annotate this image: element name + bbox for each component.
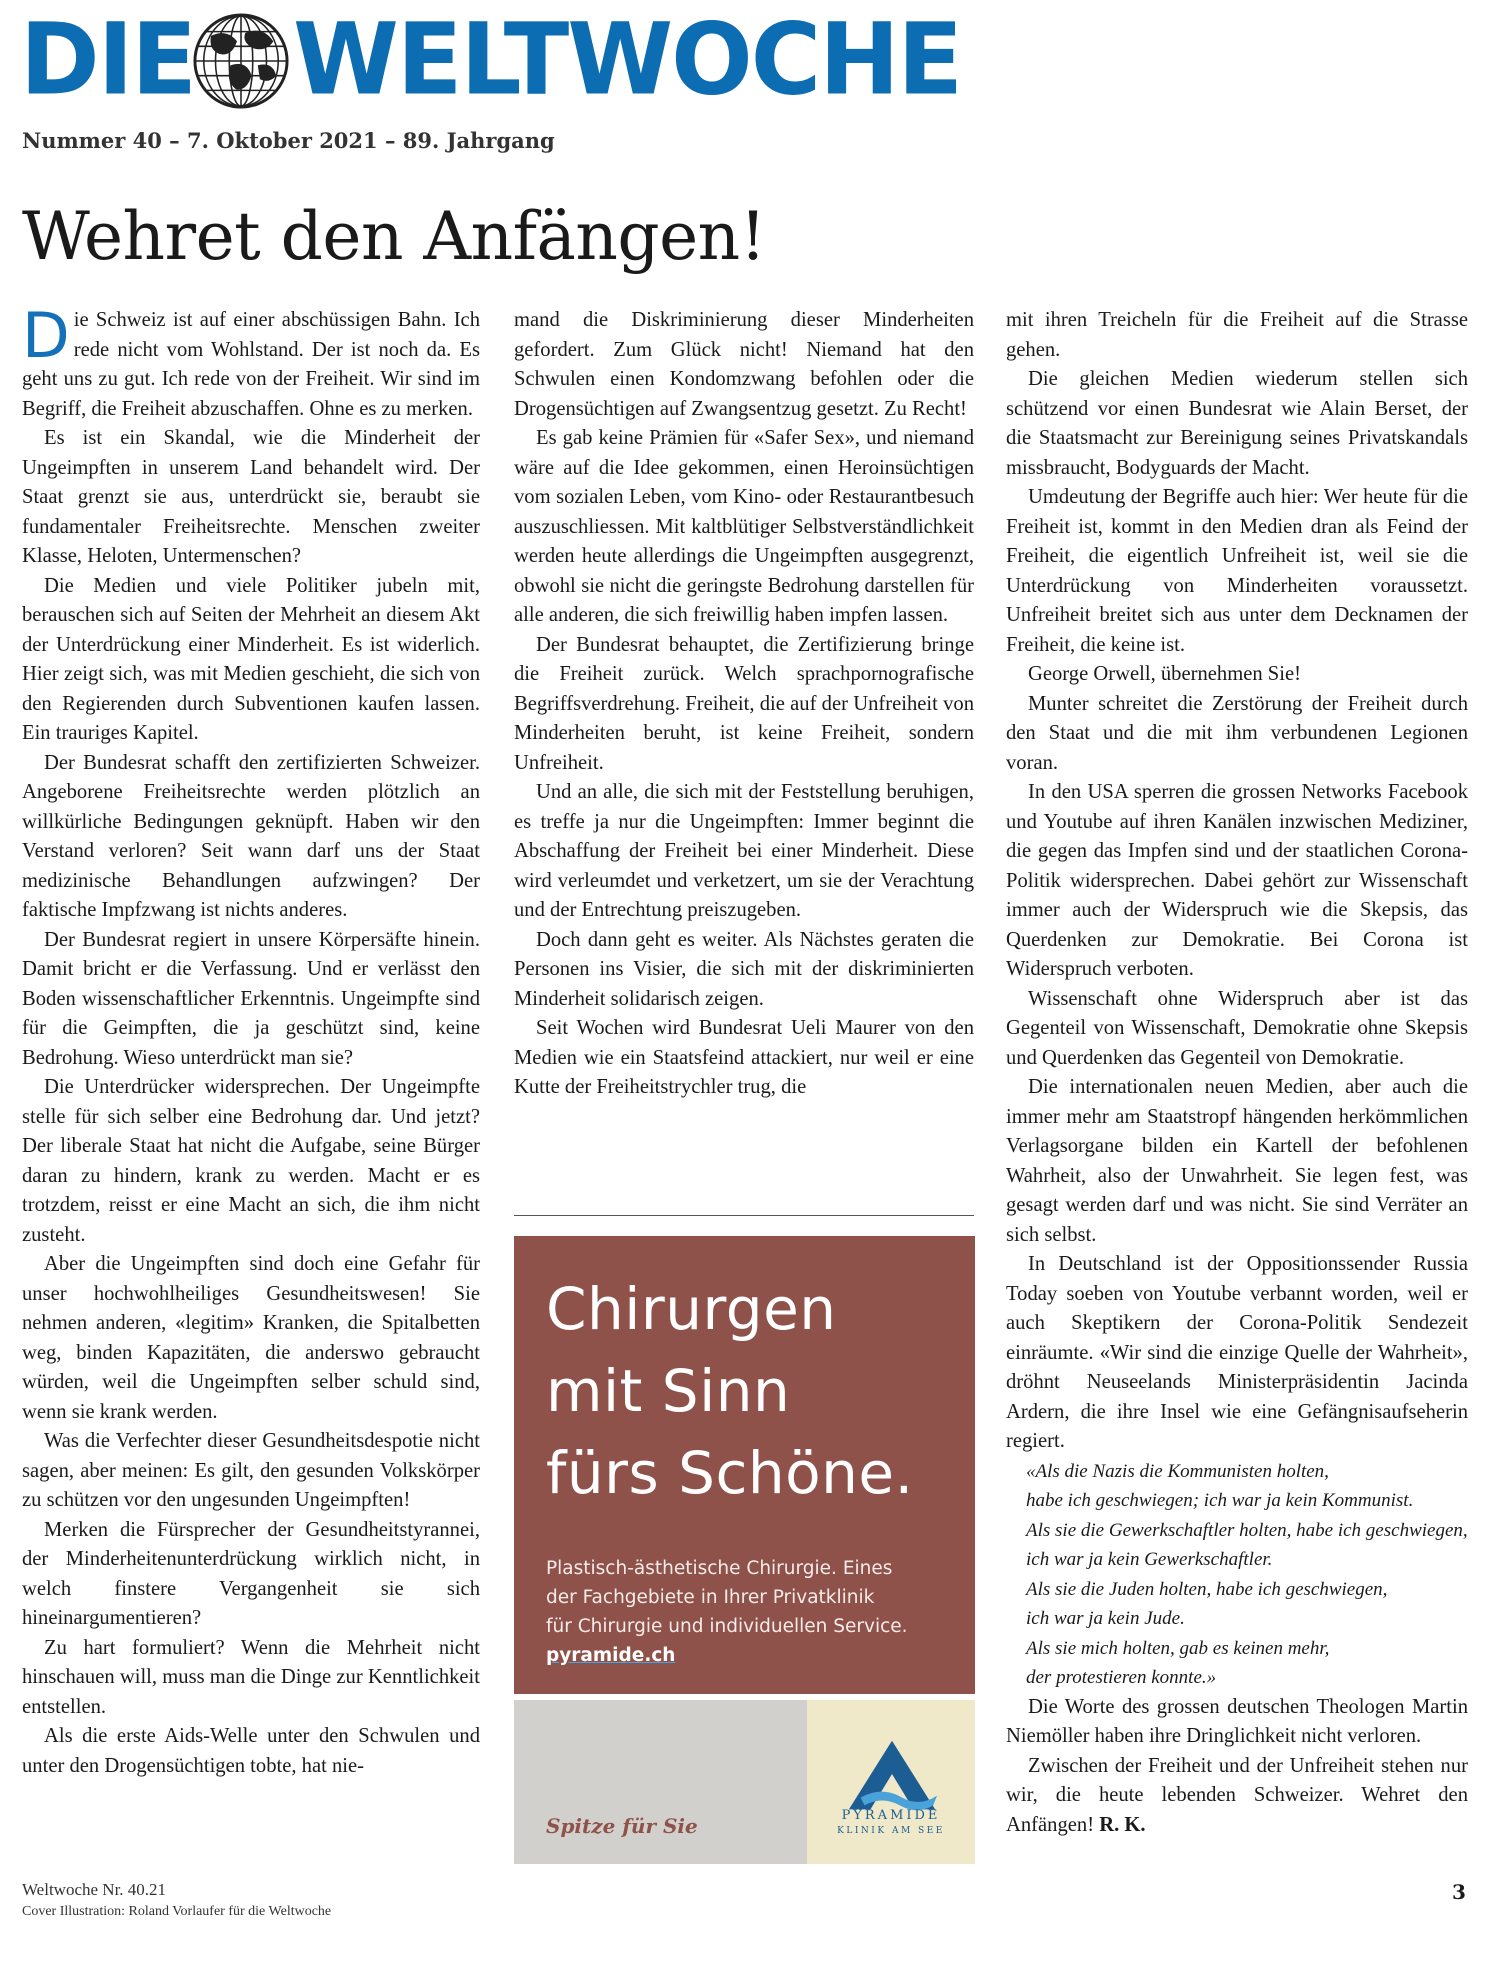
ad-body-line: Plastisch-ästhetische Chirurgie. Eines: [546, 1558, 893, 1579]
article-paragraph: Der Bundesrat behauptet, die Zertifizierung bringe die Freiheit zurück. Welch sprachpornografische Begriffsverdrehung. Freiheit, die auf der Unfreiheit von Minderheiten beruht, ist keine Freiheit, sondern Unfreiheit.: [514, 633, 974, 774]
headline: Wehret den Anfängen!: [22, 198, 766, 275]
article-paragraph: Umdeutung der Begriffe auch hier: Wer heute für die Freiheit ist, kommt in den Medien dran als Feind der Freiheit, die eigentlich Unfreiheit ist, weil sie die Unterdrückung von Minderheiten voraussetzt. Unfreiheit breitet sich aus unter dem Decknamen der Freiheit, die keine ist.: [1006, 486, 1468, 656]
article-paragraph: Die gleichen Medien wiederum stellen sich schützend vor einen Bundesrat wie Alain Berset, der die Staatsmacht zur Bereinigung seines Privatskandals missbraucht, Bodyguards der Macht.: [1006, 368, 1468, 479]
article-paragraph: Und an alle, die sich mit der Feststellung beruhigen, es treffe ja nur die Ungeimpften: Immer beginnt die Abschaffung der Freiheit bei einer Minderheit. Diese wird verleumdet und verketzert, um sie der Verachtung und der Entrechtung preiszugeben.: [514, 781, 974, 921]
column-divider: [514, 1215, 974, 1216]
dropcap: D: [22, 299, 70, 372]
article-paragraph: Was die Verfechter dieser Gesundheitsdespotie nicht sagen, aber meinen: Es gilt, den gesunden Volkskörper zu schützen vor den ungesunden Ungeimpften!: [22, 1430, 480, 1511]
masthead: [20, 2, 962, 118]
article-column-1: [22, 299, 480, 1781]
article-paragraph: Die Medien und viele Politiker jubeln mit, berauschen sich auf Seiten der Mehrheit an diesem Akt der Unterdrückung einer Minderheit. Es ist widerlich. Hier zeigt sich, was mit Medien geschieht, die sich von den Regierenden durch Subventionen kaufen lassen. Ein trauriges Kapitel.: [22, 574, 480, 744]
ad-headline-line: Chirurgen: [546, 1275, 837, 1343]
article-paragraph: Als die erste Aids-Welle unter den Schwulen und unter den Drogensüchtigen tobte, hat nie-: [22, 1725, 480, 1777]
ad-link[interactable]: pyramide.ch: [546, 1645, 676, 1666]
ad-slogan: Spitze für Sie: [546, 1814, 698, 1838]
article-paragraph: [22, 299, 480, 424]
quote-line: Als sie die Juden holten, habe ich geschwiegen,: [1026, 1578, 1388, 1600]
pyramid-logo-icon: [843, 1736, 941, 1816]
article-paragraph: Der Bundesrat regiert in unsere Körpersäfte hinein. Damit bricht er die Verfassung. Und er verlässt den Boden wissenschaftlicher Erkenntnis. Ungeimpfte sind für die Geimpften, die ja geschützt sind, keine Bedrohung. Wieso unterdrückt man sie?: [22, 928, 480, 1069]
ad-brand-name: PYRAMIDE: [841, 1808, 941, 1823]
ad-headline: [546, 1268, 914, 1514]
article-paragraph: Wissenschaft ohne Widerspruch aber ist das Gegenteil von Wissenschaft, Demokratie ohne Skepsis und Querdenken das Gegenteil von Demokratie.: [1006, 987, 1468, 1069]
article-paragraph: Seit Wochen wird Bundesrat Ueli Maurer von den Medien wie ein Staatsfeind attackiert, nur weil er eine Kutte der Freiheitstrychler trug, die: [514, 1017, 974, 1098]
quote-line: Als sie die Gewerkschaftler holten, habe ich geschwiegen,: [1026, 1519, 1468, 1541]
article-paragraph: mand die Diskriminierung dieser Minderheiten gefordert. Zum Glück nicht! Niemand hat den Schwulen einen Kondomzwang befohlen oder die Drogensüchtigen auf Zwangsentzug gesetzt. Zu Recht!: [514, 309, 974, 420]
ad-headline-line: mit Sinn: [546, 1357, 791, 1425]
footer-credit: Cover Illustration: Roland Vorlaufer für die Weltwoche: [22, 1904, 332, 1919]
quote-line: ich war ja kein Gewerkschaftler.: [1026, 1549, 1273, 1570]
article-paragraph: Munter schreitet die Zerstörung der Freiheit durch den Staat und die mit ihm verbundenen Legionen voran.: [1006, 692, 1468, 774]
article-paragraph: Merken die Fürsprecher der Gesundheitstyrannei, der Minderheitenunterdrückung wirklich nicht, in welch finstere Vergangenheit sie sich hineinargumentieren?: [22, 1518, 480, 1629]
ad-brand-sub: KLINIK AM SEE: [837, 1826, 945, 1836]
masthead-word-weltwoche: WELTWOCHE: [293, 2, 962, 118]
footer-issue: Weltwoche Nr. 40.21: [22, 1880, 167, 1899]
article-paragraph: Aber die Ungeimpften sind doch eine Gefahr für unser hochwohlheiliges Gesundheitswesen! Sie nehmen anderen, «legitim» Kranken, die Spitalbetten weg, binden Kapazitäten, die anderswo gebraucht würden, weil die Ungeimpften selber schuld sind, wenn sie krank werden.: [22, 1253, 480, 1423]
author-signature: R. K.: [1099, 1813, 1146, 1836]
article-closing: [1006, 1752, 1468, 1841]
closing-text: Zwischen der Freiheit und der Unfreiheit stehen nur wir, die heute lebenden Schweizer. Wehret den Anfängen!: [1006, 1754, 1468, 1836]
quote-line: «Als die Nazis die Kommunisten holten,: [1026, 1460, 1329, 1482]
ad-body-line: der Fachgebiete in Ihrer Privatklinik: [546, 1587, 875, 1608]
article-paragraph: Die Worte des grossen deutschen Theologen Martin Niemöller haben ihre Dringlichkeit nicht verloren.: [1006, 1695, 1468, 1747]
masthead-word-die: DIE: [20, 2, 195, 118]
ad-slogan-panel: [514, 1700, 807, 1864]
quote-line: der protestieren konnte.»: [1026, 1667, 1217, 1688]
article-paragraph: Doch dann geht es weiter. Als Nächstes geraten die Personen ins Visier, die sich mit der diskriminierten Minderheit solidarisch zeigen.: [514, 928, 974, 1010]
quote-line: ich war ja kein Jude.: [1026, 1608, 1185, 1629]
article-column-2: [514, 306, 974, 1103]
article-paragraph: Der Bundesrat schafft den zertifizierten Schweizer. Angeborene Freiheitsrechte werden plötzlich an willkürliche Bedingungen geknüpft. Haben wir den Verstand verloren? Seit wann darf uns der Staat medizinische Behandlungen aufzwingen? Der faktische Impfzwang ist nichts anderes.: [22, 751, 480, 921]
paragraph-text: ie Schweiz ist auf einer abschüssigen Bahn. Ich rede nicht vom Wohlstand. Der ist noch da. Es geht uns zu gut. Ich rede von der Freiheit. Wir sind im Begriff, die Freiheit abzuschaffen. Ohne es zu merken.: [22, 309, 480, 420]
article-paragraph: Zu hart formuliert? Wenn die Mehrheit nicht hinschauen will, muss man die Dinge zur Kenntlichkeit entstellen.: [22, 1636, 480, 1718]
ad-headline-line: fürs Schöne.: [546, 1439, 914, 1507]
article-paragraph: In den USA sperren die grossen Networks Facebook und Youtube auf ihren Kanälen inzwischen Mediziner, die gegen das Impfen sind und der staatlichen Corona-Politik widersprechen. Dabei gehört zur Wissenschaft immer auch der Widerspruch wie die Skepsis, das Querdenken zur Demokratie. Bei Corona ist Widerspruch verboten.: [1006, 781, 1468, 980]
issue-line: Nummer 40 – 7. Oktober 2021 – 89. Jahrgang: [22, 128, 555, 153]
page-number: 3: [1452, 1880, 1466, 1904]
footer: [22, 1880, 331, 1920]
quote-line: habe ich geschwiegen; ich war ja kein Kommunist.: [1026, 1490, 1414, 1511]
article-paragraph: Die Unterdrücker widersprechen. Der Ungeimpfte stelle für sich selber eine Bedrohung dar. Und jetzt? Der liberale Staat hat nicht die Aufgabe, seine Bürger daran zu hindern, krank zu werden. Macht er es trotzdem, reisst er eine Macht an sich, die ihm nicht zusteht.: [22, 1076, 480, 1246]
article-column-3: [1006, 306, 1468, 1840]
ad-body: [546, 1554, 908, 1670]
advertisement[interactable]: [514, 1236, 975, 1694]
article-paragraph: Die internationalen neuen Medien, aber auch die immer mehr am Staatstropf hängenden herkömmlichen Verlagsorgane bilden ein Kartell der befohlenen Wahrheit, also der Unwahrheit. Sie legen fest, was gesagt werden darf und was nicht. Sie sind Verräter an sich selbst.: [1006, 1076, 1468, 1246]
article-paragraph: Es ist ein Skandal, wie die Minderheit der Ungeimpften in unserem Land behandelt wird. Der Staat grenzt sie aus, unterdrückt sie, beraubt sie fundamentaler Freiheitsrechte. Menschen zweiter Klasse, Heloten, Untermenschen?: [22, 427, 480, 567]
article-paragraph: Es gab keine Prämien für «Safer Sex», und niemand wäre auf die Idee gekommen, einen Heroinsüchtigen vom sozialen Leben, vom Kino- oder Restaurantbesuch auszuschliessen. Mit kaltblütiger Selbstverständlichkeit werden heute allerdings die Ungeimpften ausgegrenzt, obwohl sie nicht die geringste Bedrohung darstellen für alle anderen, die sich freiwillig haben impfen lassen.: [514, 427, 974, 626]
article-paragraph: George Orwell, übernehmen Sie!: [1028, 663, 1301, 685]
article-paragraph: mit ihren Treicheln für die Freiheit auf die Strasse gehen.: [1006, 309, 1468, 361]
globe-icon: [192, 12, 290, 110]
article-paragraph: In Deutschland ist der Oppositionssender Russia Today soeben von Youtube verbannt worden, weil er auch Skeptikern der Corona-Politik Sendezeit einräumte. «Wir sind die einzige Quelle der Wahrheit», dröhnt Neuseelands Ministerpräsidentin Jacinda Ardern, die ihre Insel wie eine Gefängnisaufseherin regiert.: [1006, 1253, 1468, 1452]
quote-line: Als sie mich holten, gab es keinen mehr,: [1026, 1637, 1330, 1659]
ad-body-line: für Chirurgie und individuellen Service.: [546, 1616, 908, 1637]
ad-logo-panel: [807, 1700, 975, 1864]
niemoeller-quote: [1006, 1457, 1468, 1693]
